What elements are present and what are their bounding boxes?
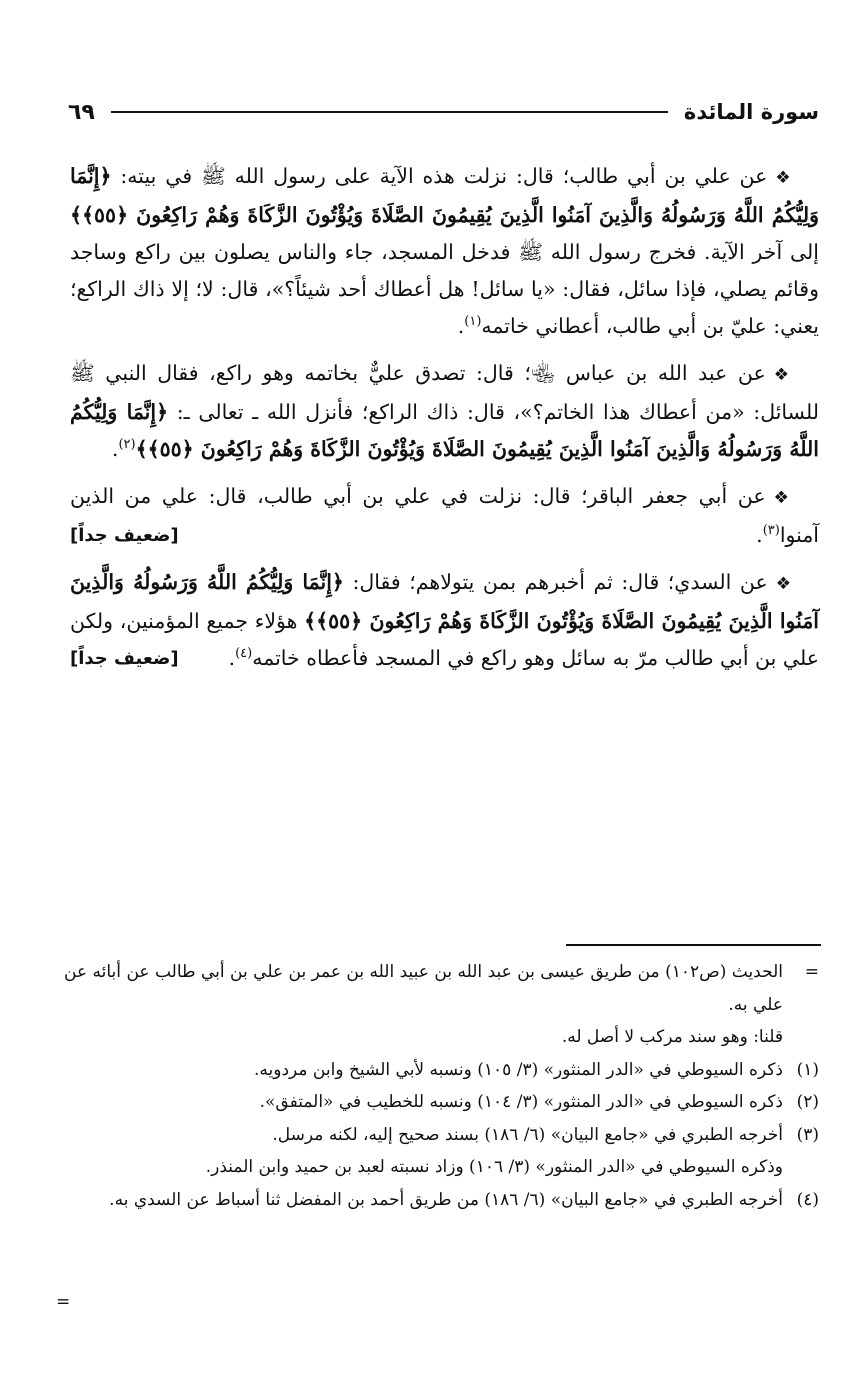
footnote-text: أخرجه الطبري في «جامع البيان» (٦/ ١٨٦) من طريق أحمد بن المفضل ثنا أسباط عن السدي به. [109,1189,783,1210]
footnote-line: الحديث (ص١٠٢) من طريق عيسى بن عبد الله بن عبيد الله بن عمر بن علي بن أبي طالب عن أبائه عن علي به. [64,962,783,1015]
narration-ibn-abbas [70,355,819,468]
period: . [457,314,465,338]
diamond-bullet-icon: ❖ [775,168,793,188]
footnote-1 [64,1054,819,1087]
footnote-4 [64,1184,819,1217]
narration-text: إلى آخر الآية. فخرج رسول الله ﷺ فدخل المسجد، جاء والناس يصلون بين راكع وساجد وقائم يصلي، فإذا سائل، فقال: «يا سائل! هل أعطاك أحد شيئاً؟»، قال: لا؛ إلا ذاك الراكع؛ يعني: عليّ بن أبي طالب، أعطاني خاتمه [70,240,819,338]
footnote-text: ذكره السيوطي في «الدر المنثور» (٣/ ١٠٥) ونسبه لأبي الشيخ وابن مردويه. [254,1059,783,1080]
footnote-text [64,956,783,1054]
narration-ali [70,158,819,345]
page-number: ٦٩ [68,99,95,125]
continuation-mark: = [804,962,819,982]
period: . [756,523,763,547]
footnote-ref: (٣) [762,523,780,539]
footnote-number: (٤) [796,1189,819,1210]
footnote-ref: (٤) [235,646,253,662]
footnote-text [64,1119,783,1184]
ruling-badge: [ضعيف جداً] [70,525,179,546]
header-rule [111,111,668,113]
diamond-bullet-icon: ❖ [773,488,793,508]
footnote-line: وذكره السيوطي في «الدر المنثور» (٣/ ١٠٦) وزاد نسبته لعبد بن حميد وابن المنذر. [205,1157,783,1177]
narration-abu-jafar [70,478,819,554]
quran-verse: ﴿إِنَّمَا وَلِيُّكُمُ اللَّهُ وَرَسُولُهُ وَالَّذِينَ آمَنُوا الَّذِينَ يُقِيمُونَ الصَّلَاةَ وَيُؤْتُونَ الزَّكَاةَ وَهُمْ رَاكِعُونَ ﴿٥٥﴾﴾ [70,164,819,227]
footnote-2 [64,1086,819,1119]
running-header [68,92,819,132]
narration-text: عن أبي جعفر الباقر؛ قال: نزلت في علي بن أبي طالب، قال: علي من الذين آمنوا [70,484,819,547]
quran-verse: ﴿إِنَّمَا وَلِيُّكُمُ اللَّهُ وَرَسُولُهُ وَالَّذِينَ آمَنُوا الَّذِينَ يُقِيمُونَ الصَّلَاةَ وَيُؤْتُونَ الزَّكَاةَ وَهُمْ رَاكِعُونَ ﴿٥٥﴾﴾ [70,400,819,461]
period: . [111,437,119,461]
surah-title: سورة المائدة [683,100,819,124]
diamond-bullet-icon: ❖ [775,574,794,594]
footnote-number: (٣) [796,1124,819,1145]
footnote-3 [64,1119,819,1184]
footnote-line: أخرجه الطبري في «جامع البيان» (٦/ ١٨٦) بسند صحيح إليه، لكنه مرسل. [272,1124,783,1145]
diamond-bullet-icon: ❖ [773,365,793,385]
footnote-ref: (٢) [118,437,136,453]
footnote-text: ذكره السيوطي في «الدر المنثور» (٣/ ١٠٤) ونسبه للخطيب في «المتفق». [259,1092,783,1112]
main-text [70,158,819,687]
footnotes [64,956,819,1216]
footnote-ref: (١) [464,314,482,330]
narration-text: عن علي بن أبي طالب؛ قال: نزلت هذه الآية على رسول الله ﷺ في بيته: [111,164,768,188]
narration-text: هؤلاء جميع المؤمنين، ولكن علي بن أبي طالب مرّ به سائل وهو راكع في المسجد فأعطاه خاتمه [70,609,819,670]
quran-verse: ﴿إِنَّمَا وَلِيُّكُمُ اللَّهُ وَرَسُولُهُ وَالَّذِينَ آمَنُوا الَّذِينَ يُقِيمُونَ الصَّلَاةَ وَيُؤْتُونَ الزَّكَاةَ وَهُمْ رَاكِعُونَ ﴿٥٥﴾﴾ [70,570,819,633]
narration-text: عن السدي؛ قال: ثم أخبرهم بمن يتولاهم؛ فقال: [343,570,768,594]
footnote-separator [566,944,821,946]
ruling-badge: [ضعيف جداً] [70,648,179,669]
continues-mark: = [56,1292,71,1312]
footnote-number: (١) [796,1059,819,1080]
period: . [228,646,236,670]
footnote-continuation [64,956,819,1054]
narration-suddi [70,564,819,677]
footnote-line: قلنا: وهو سند مركب لا أصل له. [561,1027,783,1047]
narration-text: عن عبد الله بن عباس ﵄؛ قال: تصدق عليٌّ بخاتمه وهو راكع، فقال النبي ﷺ للسائل: «من أعطاك هذا الخاتم؟»، قال: ذاك الراكع؛ فأنزل الله ـ تعالى ـ: [70,361,819,424]
footnote-number: (٢) [796,1092,819,1112]
